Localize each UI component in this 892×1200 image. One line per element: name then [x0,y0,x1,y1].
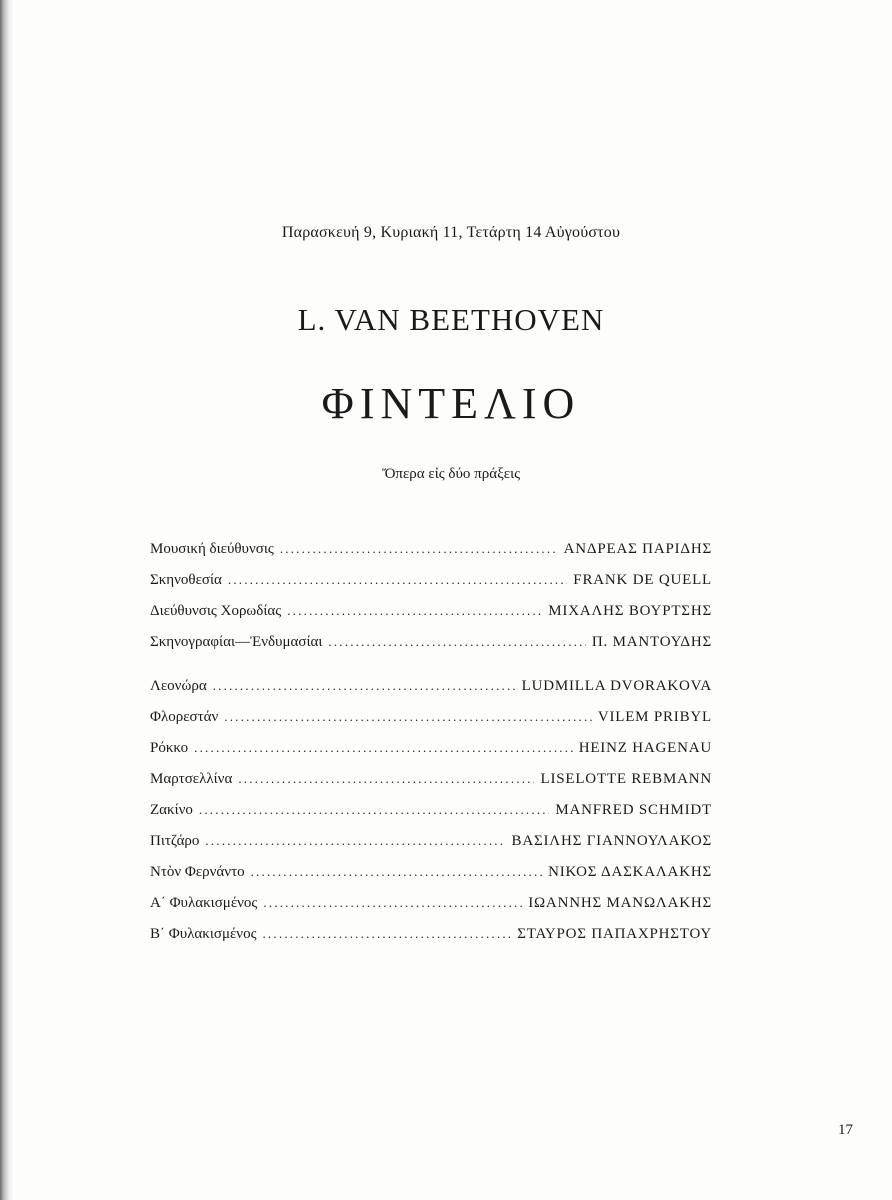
cast-list [150,678,712,957]
dot-leader [251,864,543,880]
staff-row [150,603,712,634]
cast-role: Ντὸν Φερνάντο [150,864,245,880]
cast-row [150,709,712,740]
staff-row [150,541,712,572]
cast-row [150,895,712,926]
production-staff-list [150,541,712,665]
cast-role: Μαρτσελλίνα [150,771,233,787]
cast-role: Φλορεστάν [150,709,219,725]
cast-row [150,771,712,802]
staff-name: Π. ΜΑΝΤΟΥΔΗΣ [591,634,712,650]
dot-leader [213,678,516,694]
cast-name: VILEM PRIBYL [597,709,712,725]
cast-row [150,864,712,895]
staff-row [150,572,712,603]
staff-role: Σκηνοθεσία [150,572,222,588]
staff-name: ΑΝΔΡΕΑΣ ΠΑΡΙΔΗΣ [563,541,712,557]
dot-leader [287,603,542,619]
staff-role: Μουσική διεύθυνσις [150,541,274,557]
cast-row [150,678,712,709]
dot-leader [280,541,558,557]
staff-role: Διεύθυνσις Χορωδίας [150,603,282,619]
performance-dates: Παρασκευή 9, Κυριακή 11, Τετάρτη 14 Αὐγούστου [281,224,621,241]
cast-name: ΒΑΣΙΛΗΣ ΓΙΑΝΝΟΥΛΑΚΟΣ [511,833,712,849]
cast-role: Ρόκκο [150,740,189,756]
dot-leader [199,802,549,818]
page-number: 17 [838,1122,853,1138]
composer-name: L. VAN BEETHOVEN [297,302,605,337]
dot-leader [263,926,512,942]
staff-row [150,634,712,665]
cast-role: Λεονώρα [150,678,207,694]
cast-role: Α΄ Φυλακισμένος [150,895,258,911]
cast-name: HEINZ HAGENAU [578,740,712,756]
dot-leader [228,572,567,588]
cast-name: ΙΩΑΝΝΗΣ ΜΑΝΩΛΑΚΗΣ [528,895,712,911]
dot-leader [194,740,573,756]
cast-row [150,740,712,771]
staff-name: FRANK DE QUELL [573,572,712,588]
cast-name: ΣΤΑΥΡΟΣ ΠΑΠΑΧΡΗΣΤΟΥ [517,926,712,942]
dot-leader [224,709,592,725]
page-binding-shadow [0,0,14,1200]
cast-role: Πιτζάρο [150,833,200,849]
opera-title: ΦΙΝΤΕΛΙΟ [321,379,581,428]
cast-role: Ζακίνο [150,802,193,818]
cast-name: ΝΙΚΟΣ ΔΑΣΚΑΛΑΚΗΣ [548,864,712,880]
dot-leader [238,771,534,787]
cast-role: Β΄ Φυλακισμένος [150,926,257,942]
cast-row [150,833,712,864]
cast-row [150,802,712,833]
opera-subtitle: Ὄπερα εἰς δύο πράξεις [381,466,521,482]
cast-row [150,926,712,957]
dot-leader [205,833,505,849]
dot-leader [328,634,586,650]
cast-name: MANFRED SCHMIDT [555,802,712,818]
staff-role: Σκηνογραφίαι—Ἐνδυμασίαι [150,634,323,650]
cast-name: LUDMILLA DVORAKOVA [521,678,712,694]
cast-name: LISELOTTE REBMANN [540,771,712,787]
dot-leader [263,895,522,911]
staff-name: ΜΙΧΑΛΗΣ ΒΟΥΡΤΣΗΣ [548,603,712,619]
